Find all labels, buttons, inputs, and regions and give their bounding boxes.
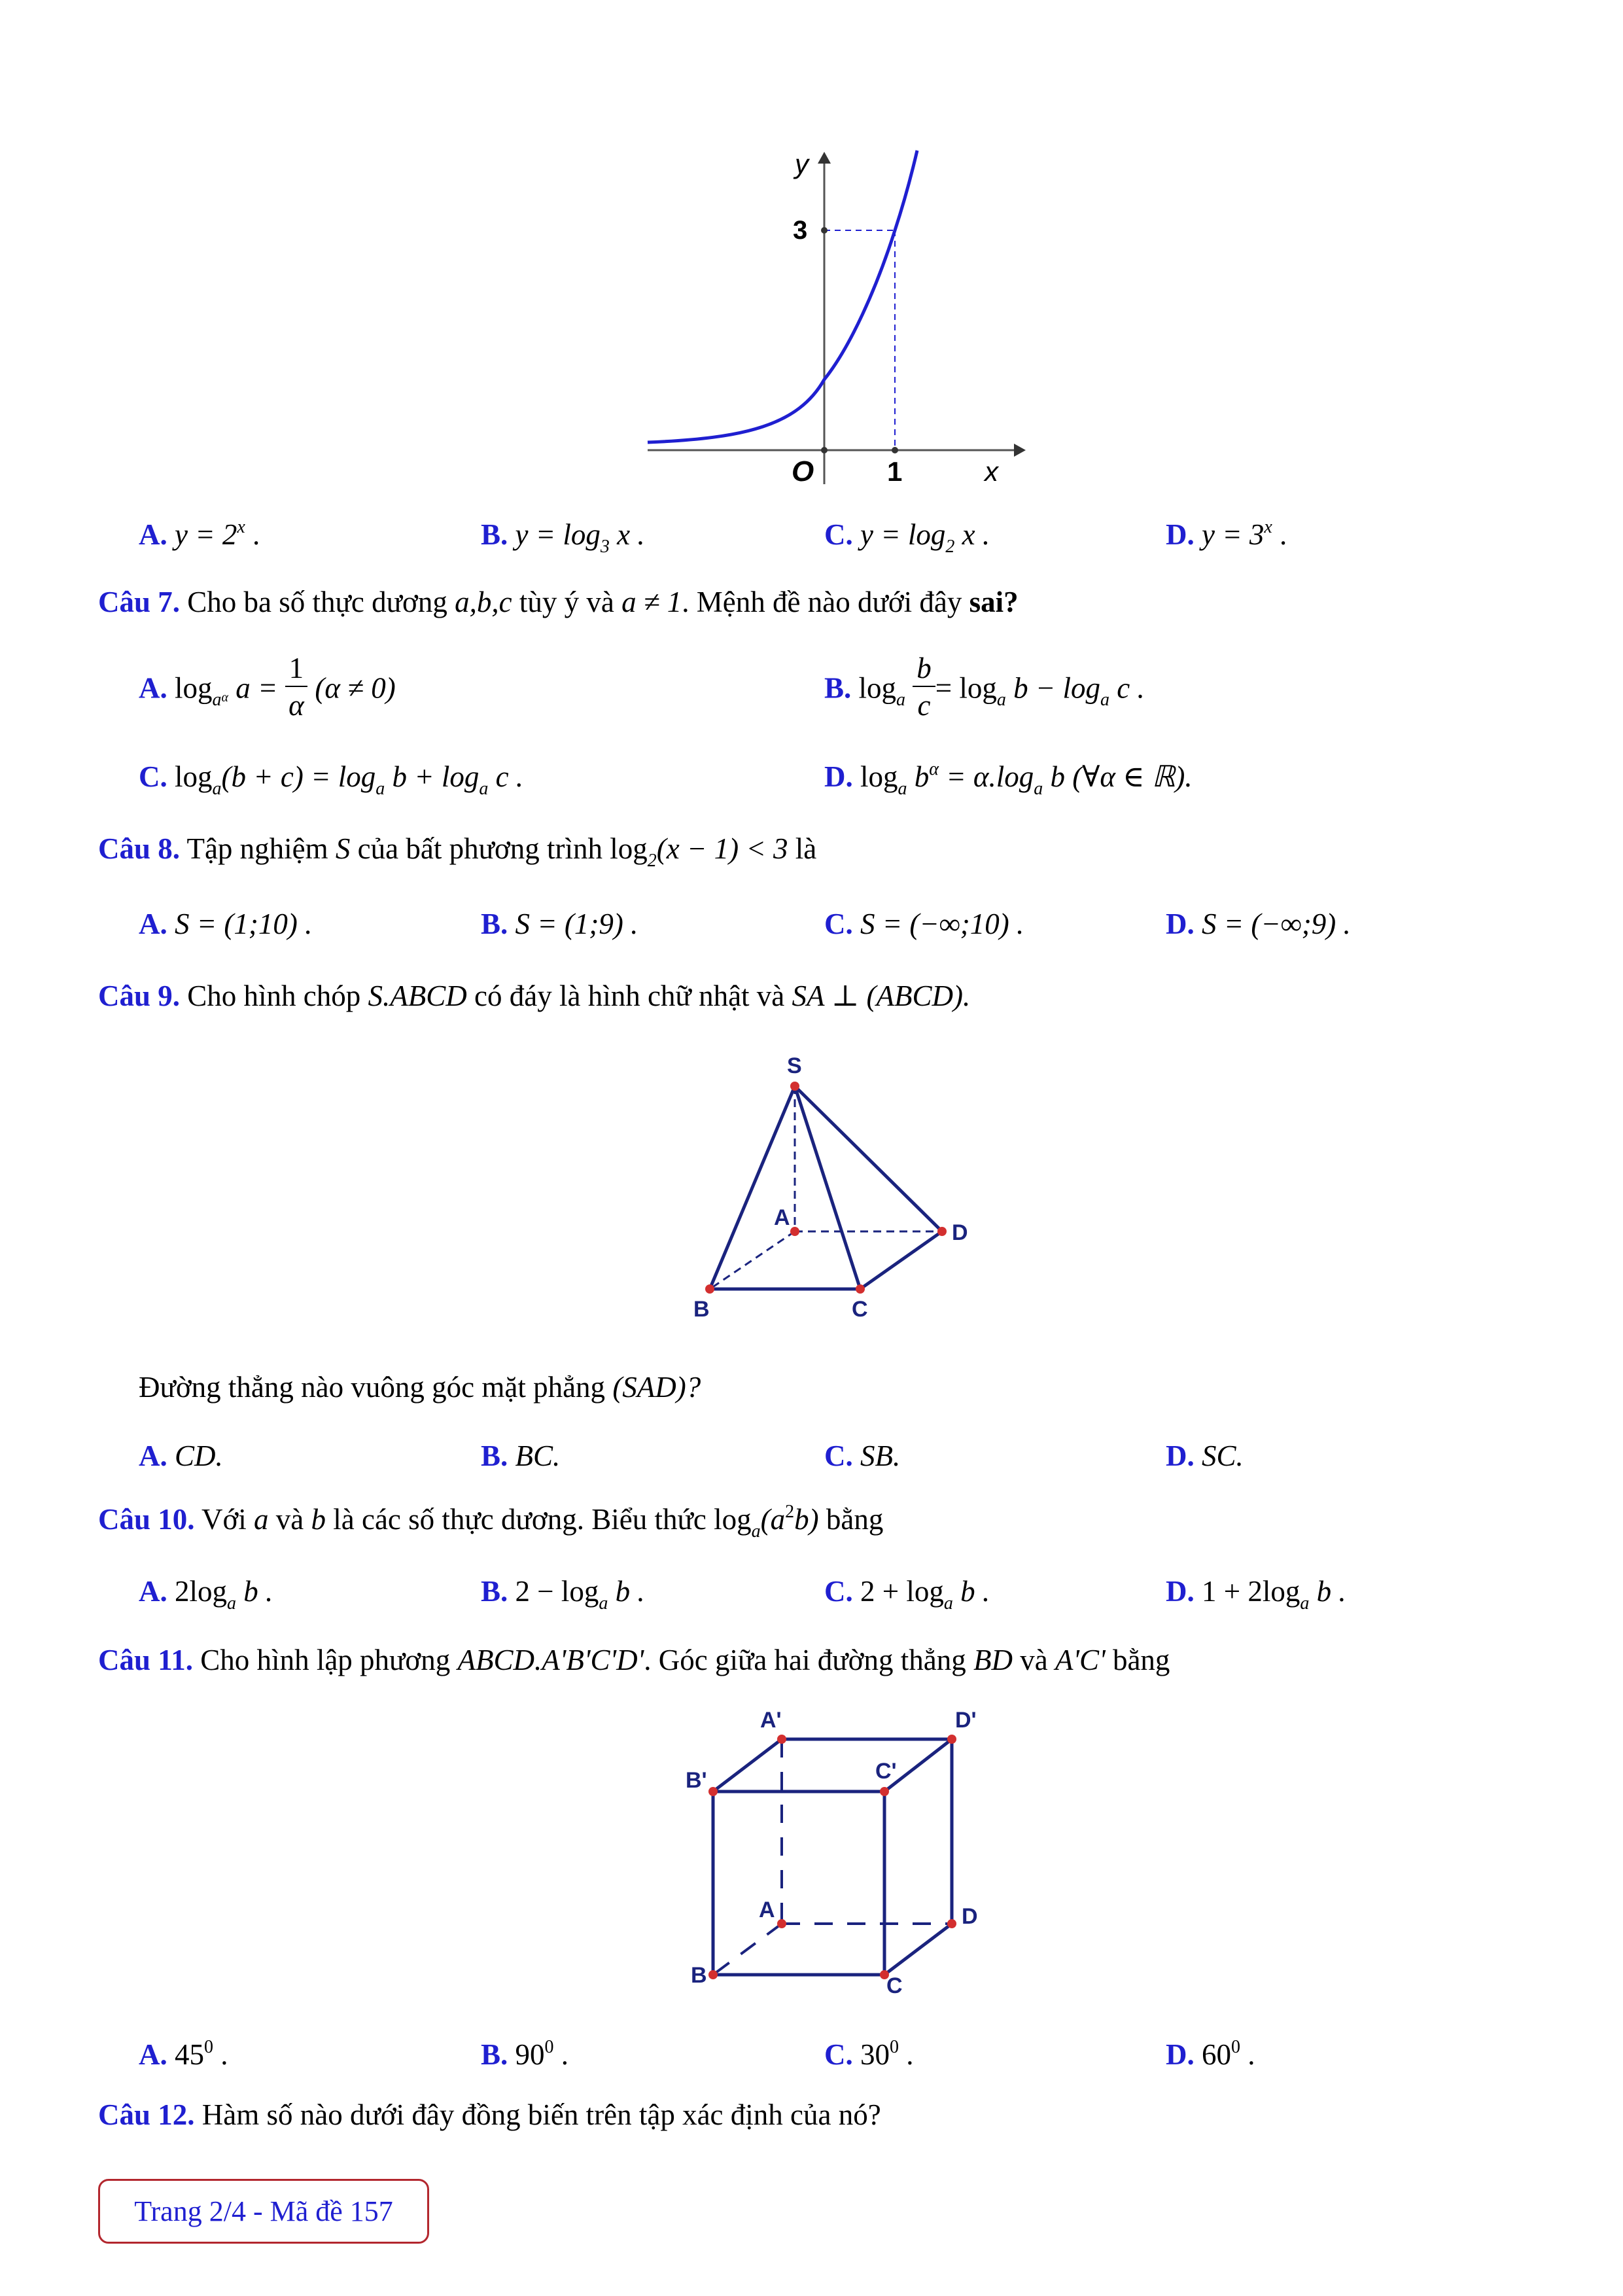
q6-option-a[interactable]: A. $y = 2^x$ . <box>139 517 260 551</box>
q6-option-d[interactable]: D. $y = 3^x$ . <box>1166 517 1287 551</box>
label-a: A <box>759 1898 775 1922</box>
label-d: D <box>952 1220 968 1245</box>
label-a: A <box>774 1205 790 1230</box>
q8-option-b[interactable]: B. S = (1;9) . <box>481 908 638 940</box>
q8-option-d[interactable]: D. S = (−∞;9) . <box>1166 908 1351 940</box>
q7-option-b[interactable]: B. $\log_a$ $\frac{b}{c}$ = $\log_a b - \log_a c$ . <box>824 652 1145 722</box>
q12-stem: Câu 12. Hàm số nào dưới đây đồng biến trên tập xác định của nó? <box>98 2098 881 2131</box>
q7-option-d[interactable]: D. $\log_a b^\alpha = \alpha.\log_a$ b (∀α ∈ ℝ). <box>824 759 1193 799</box>
q9-question: Đường thẳng nào vuông góc mặt phẳng (SAD)? <box>139 1371 701 1404</box>
q8-option-a[interactable]: A. S = (1;10) . <box>139 908 313 940</box>
cube-figure <box>674 1701 1021 2009</box>
q9-option-c[interactable]: C. SB. <box>824 1439 901 1472</box>
label-d1: D' <box>955 1708 977 1733</box>
curve <box>648 150 917 442</box>
x-tick-label: 1 <box>887 456 903 487</box>
q10-stem: Câu 10. Với a và b là các số thực dương. Biểu thức $\log_a(a^2b)$ bằng <box>98 1502 884 1542</box>
label-c: C <box>852 1297 868 1322</box>
q10-option-c[interactable]: C. $2 + \log_a b$ . <box>824 1575 990 1614</box>
label-c1: C' <box>875 1759 897 1784</box>
label-s: S <box>787 1053 802 1078</box>
exponential-graph <box>628 144 1034 497</box>
q7-option-c[interactable]: C. $\log_a(b + c) = \log_a b + \log_a c$ . <box>139 760 524 799</box>
q9-option-a[interactable]: A. CD. <box>139 1439 223 1472</box>
origin-label: O <box>792 455 814 487</box>
q10-option-a[interactable]: A. $2\log_a$ b . <box>139 1575 273 1614</box>
q7-stem: Câu 7. Cho ba số thực dương a,b,c tùy ý và a ≠ 1. Mệnh đề nào dưới đây sai? <box>98 586 1019 618</box>
q11-option-b[interactable]: B. $90^0$ . <box>481 2037 569 2071</box>
x-axis-label: x <box>985 456 998 487</box>
label-d: D <box>962 1904 978 1929</box>
label-b: B <box>693 1297 710 1322</box>
label-b: B <box>691 1963 707 1988</box>
q6-option-c[interactable]: C. $y = \log_2 x$ . <box>824 518 990 557</box>
q10-option-d[interactable]: D. $1 + 2\log_a$ b . <box>1166 1575 1346 1614</box>
page-footer: Trang 2/4 - Mã đề 157 <box>98 2179 429 2244</box>
q6-option-b[interactable]: B. $y = \log_3 x$ . <box>481 518 645 557</box>
label-a1: A' <box>760 1708 782 1733</box>
q8-stem: Câu 8. Tập nghiệm S của bất phương trình $\log_2(x - 1) < 3$ là <box>98 832 817 871</box>
label-c: C <box>886 1973 903 1998</box>
q11-option-d[interactable]: D. $60^0$ . <box>1166 2037 1255 2071</box>
q9-stem: Câu 9. Cho hình chóp S.ABCD có đáy là hình chữ nhật và SA ⊥ (ABCD). <box>98 980 971 1012</box>
q10-option-b[interactable]: B. $2 - \log_a b$ . <box>481 1575 645 1614</box>
q11-stem: Câu 11. Cho hình lập phương ABCD.A'B'C'D'. Góc giữa hai đường thẳng BD và A'C' bằng <box>98 1644 1170 1676</box>
y-axis-label: y <box>795 149 809 179</box>
q8-option-c[interactable]: C. S = (−∞;10) . <box>824 908 1024 940</box>
pyramid-figure <box>680 1047 1021 1335</box>
q9-option-b[interactable]: B. BC. <box>481 1439 561 1472</box>
q11-option-a[interactable]: A. $45^0$ . <box>139 2037 228 2071</box>
label-b1: B' <box>686 1768 707 1793</box>
q7-option-a[interactable]: A. $\log_a\alpha$ a = $\frac{1}{\alpha}$ (α ≠ 0) <box>139 652 396 722</box>
q11-option-c[interactable]: C. $30^0$ . <box>824 2037 914 2071</box>
y-tick-label: 3 <box>793 216 808 245</box>
q9-option-d[interactable]: D. SC. <box>1166 1439 1244 1472</box>
